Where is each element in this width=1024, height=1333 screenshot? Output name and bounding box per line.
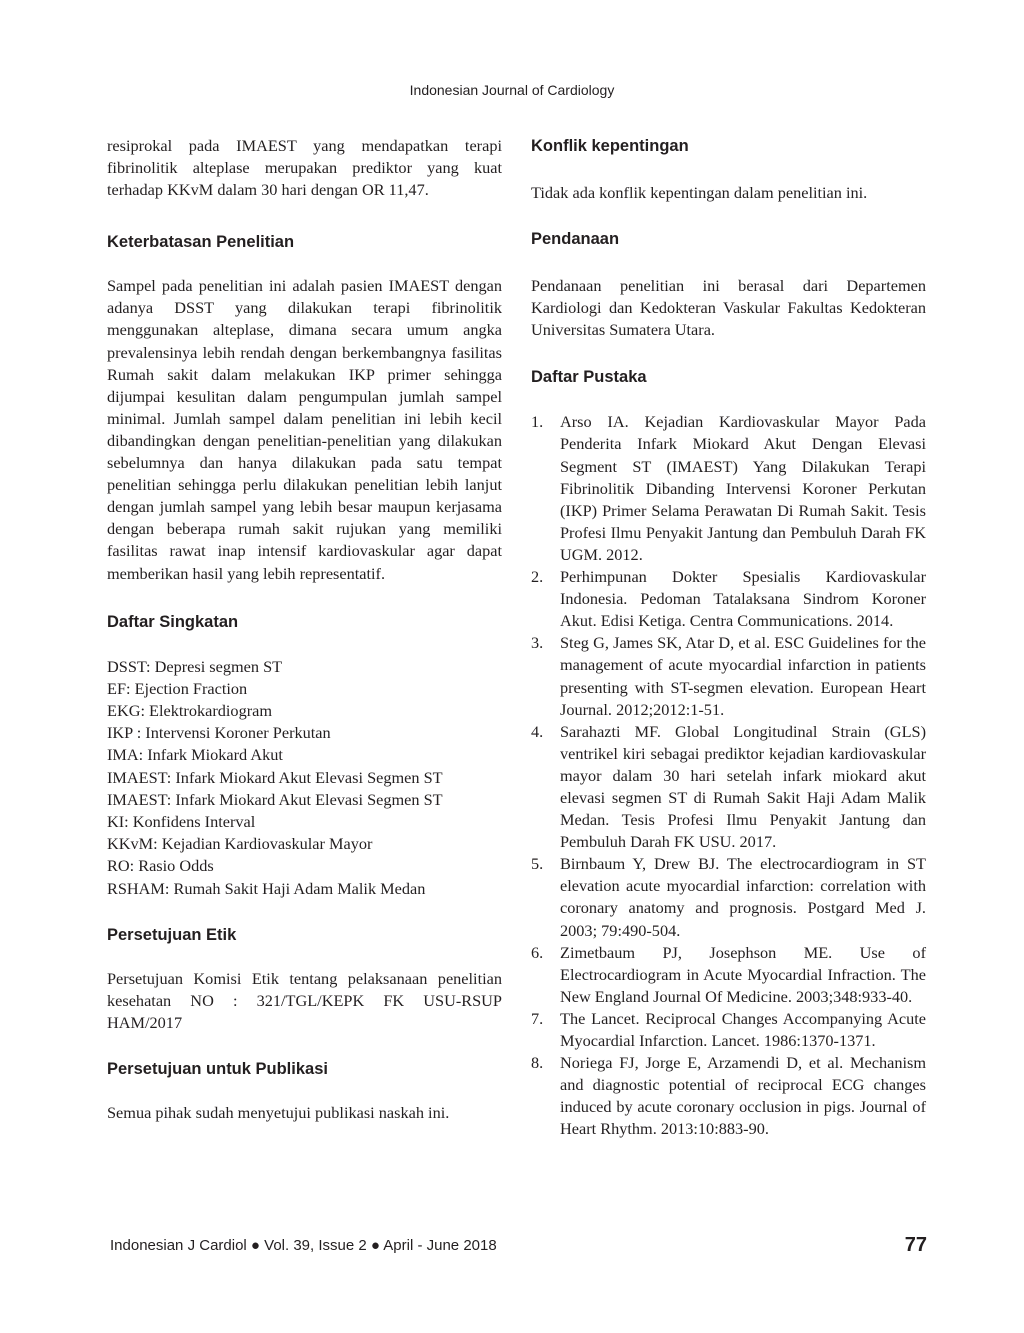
footer-citation: Indonesian J Cardiol ● Vol. 39, Issue 2 ● April - June 2018 (110, 1237, 497, 1254)
reference-number: 1. (531, 412, 544, 432)
reference-text: The Lancet. Reciprocal Changes Accompanying Acute Myocardial Infarction. Lancet. 1986:1370-1371. (560, 1008, 926, 1050)
abbreviation-item: RO: Rasio Odds (107, 856, 214, 876)
reference-text: Perhimpunan Dokter Spesialis Kardiovaskular Indonesia. Pedoman Tatalaksana Sindrom Koroner Akut. Edisi Ketiga. Centra Communications. 2014. (560, 567, 926, 631)
abbreviation-item: IMA: Infark Miokard Akut (107, 745, 283, 765)
limitations-heading: Keterbatasan Penelitian (107, 233, 295, 252)
reference-text: Steg G, James SK, Atar D, et al. ESC Guidelines for the management of acute myocardial infarction in patients presenting with ST-segmen elevation. European Heart Journal. 2012;2012:1-51. (560, 633, 926, 719)
reference-item (531, 721, 926, 854)
reference-item (531, 1052, 926, 1140)
reference-item (531, 411, 926, 566)
publication-paragraph: Semua pihak sudah menyetujui publikasi naskah ini. (107, 1103, 450, 1123)
reference-text: Sarahazti MF. Global Longitudinal Strain (GLS) ventrikel kiri sebagai prediktor kejadian kardiovaskular mayor dalam 30 hari setelah infark miokard akut elevasi segmen ST di Rumah Sakit Haji Adam Malik Medan. Tesis Profesi Ilmu Penyakit Jantung dan Pembuluh Darah FK USU. 2017. (560, 721, 926, 852)
reference-number: 8. (531, 1053, 544, 1073)
reference-number: 5. (531, 854, 544, 874)
funding-heading: Pendanaan (531, 230, 620, 249)
abbreviation-item: EKG: Elektrokardiogram (107, 701, 273, 720)
limitations-paragraph: Sampel pada penelitian ini adalah pasien IMAEST dengan adanya DSST yang dilakukan terapi fibrinolitik menggunakan alteplase, dimana secara umum angka prevalensinya lebih rendah dengan berkembangnya fasilitas Rumah sakit dalam melakukan IKP primer sehingga dijumpai kesulitan dalam pengumpulan jumlah sampel minimal. Jumlah sampel dalam penelitian ini lebih kecil dibandingkan dengan penelitian-penelitian yang dilakukan sebelumnya dan hanya dilakukan pada satu tempat penelitian sehingga perlu dilakukan penelitian lebih lanjut dengan jumlah sampel yang lebih besar maupun kerjasama dengan beberapa rumah sakit rujukan yang memiliki fasilitas rawat inap intensif kardiovaskular agar dapat memberikan hasil yang lebih representatif. (107, 276, 502, 583)
reference-item (531, 1008, 926, 1052)
reference-number: 7. (531, 1008, 544, 1028)
abbreviation-item: KKvM: Kejadian Kardiovaskular Mayor (107, 834, 373, 854)
reference-text: Arso IA. Kejadian Kardiovaskular Mayor Pada Penderita Infark Miokard Akut Dengan Elevasi Segment ST (IMAEST) Yang Dilakukan Terapi Fibrinolitik Dibanding Intervensi Koroner Perkutan (IKP) Primer Selama Perawatan Di Rumah Sakit. Tesis Profesi Ilmu Penyakit Jantung dan Pembuluh Darah FK UGM. 2012. (560, 412, 926, 564)
reference-text: Noriega FJ, Jorge E, Arzamendi D, et al. Mechanism and diagnostic potential of reciprocal ECG changes induced by acute coronary occlusion in pigs. Journal of Heart Rhythm. 2013:10:883-90. (560, 1053, 926, 1139)
conflict-heading: Konflik kepentingan (531, 137, 689, 155)
abbreviation-item: DSST: Depresi segmen ST (107, 656, 283, 676)
abbreviation-item: IMAEST: Infark Miokard Akut Elevasi Segmen ST (107, 767, 443, 787)
reference-number: 6. (531, 942, 544, 962)
funding-paragraph: Pendanaan penelitian ini berasal dari Departemen Kardiologi dan Kedokteran Vaskular Fakultas Kedokteran Universitas Sumatera Utara. (531, 276, 926, 340)
reference-item (531, 942, 926, 1008)
conflict-paragraph: Tidak ada konflik kepentingan dalam penelitian ini. (531, 183, 868, 202)
reference-text: Birnbaum Y, Drew BJ. The electrocardiogram in ST elevation acute myocardial infarction: correlation with coronary anatomy and prognosis. Postgard Med J. 2003; 79:490-504. (560, 854, 926, 940)
right-column (531, 135, 926, 1140)
reference-number: 4. (531, 721, 544, 741)
left-column (107, 135, 502, 1124)
intro-paragraph: resiprokal pada IMAEST yang mendapatkan terapi fibrinolitik alteplase merupakan prediktor yang kuat terhadap KKvM dalam 30 hari dengan OR 11,47. (107, 136, 502, 200)
ethics-paragraph: Persetujuan Komisi Etik tentang pelaksanaan penelitian kesehatan NO : 321/TGL/KEPK FK USU-RSUP HAM/2017 (107, 968, 502, 1033)
reference-item (531, 853, 926, 941)
abbreviation-item: RSHAM: Rumah Sakit Haji Adam Malik Medan (107, 878, 426, 898)
abbreviation-item: IMAEST: Infark Miokard Akut Elevasi Segmen ST (107, 789, 443, 809)
abbreviation-item: IKP : Intervensi Koroner Perkutan (107, 723, 331, 743)
publication-heading: Persetujuan untuk Publikasi (107, 1060, 328, 1079)
abbreviations-list (107, 656, 502, 900)
reference-item (531, 632, 926, 720)
references-list (531, 411, 926, 1140)
reference-item (531, 566, 926, 632)
references-heading: Daftar Pustaka (531, 368, 647, 387)
running-head: Indonesian Journal of Cardiology (409, 82, 615, 98)
abbreviation-item: EF: Ejection Fraction (107, 678, 248, 698)
abbreviation-item: KI: Konfidens Interval (107, 812, 256, 832)
reference-number: 3. (531, 633, 544, 653)
abbreviations-heading: Daftar Singkatan (107, 612, 239, 631)
reference-number: 2. (531, 567, 544, 587)
ethics-heading: Persetujuan Etik (107, 925, 237, 944)
reference-text: Zimetbaum PJ, Josephson ME. Use of Electrocardiogram in Acute Myocardial Infraction. The New England Journal Of Medicine. 2003;348:933-40. (560, 942, 926, 1006)
page-number: 77 (904, 1234, 927, 1256)
